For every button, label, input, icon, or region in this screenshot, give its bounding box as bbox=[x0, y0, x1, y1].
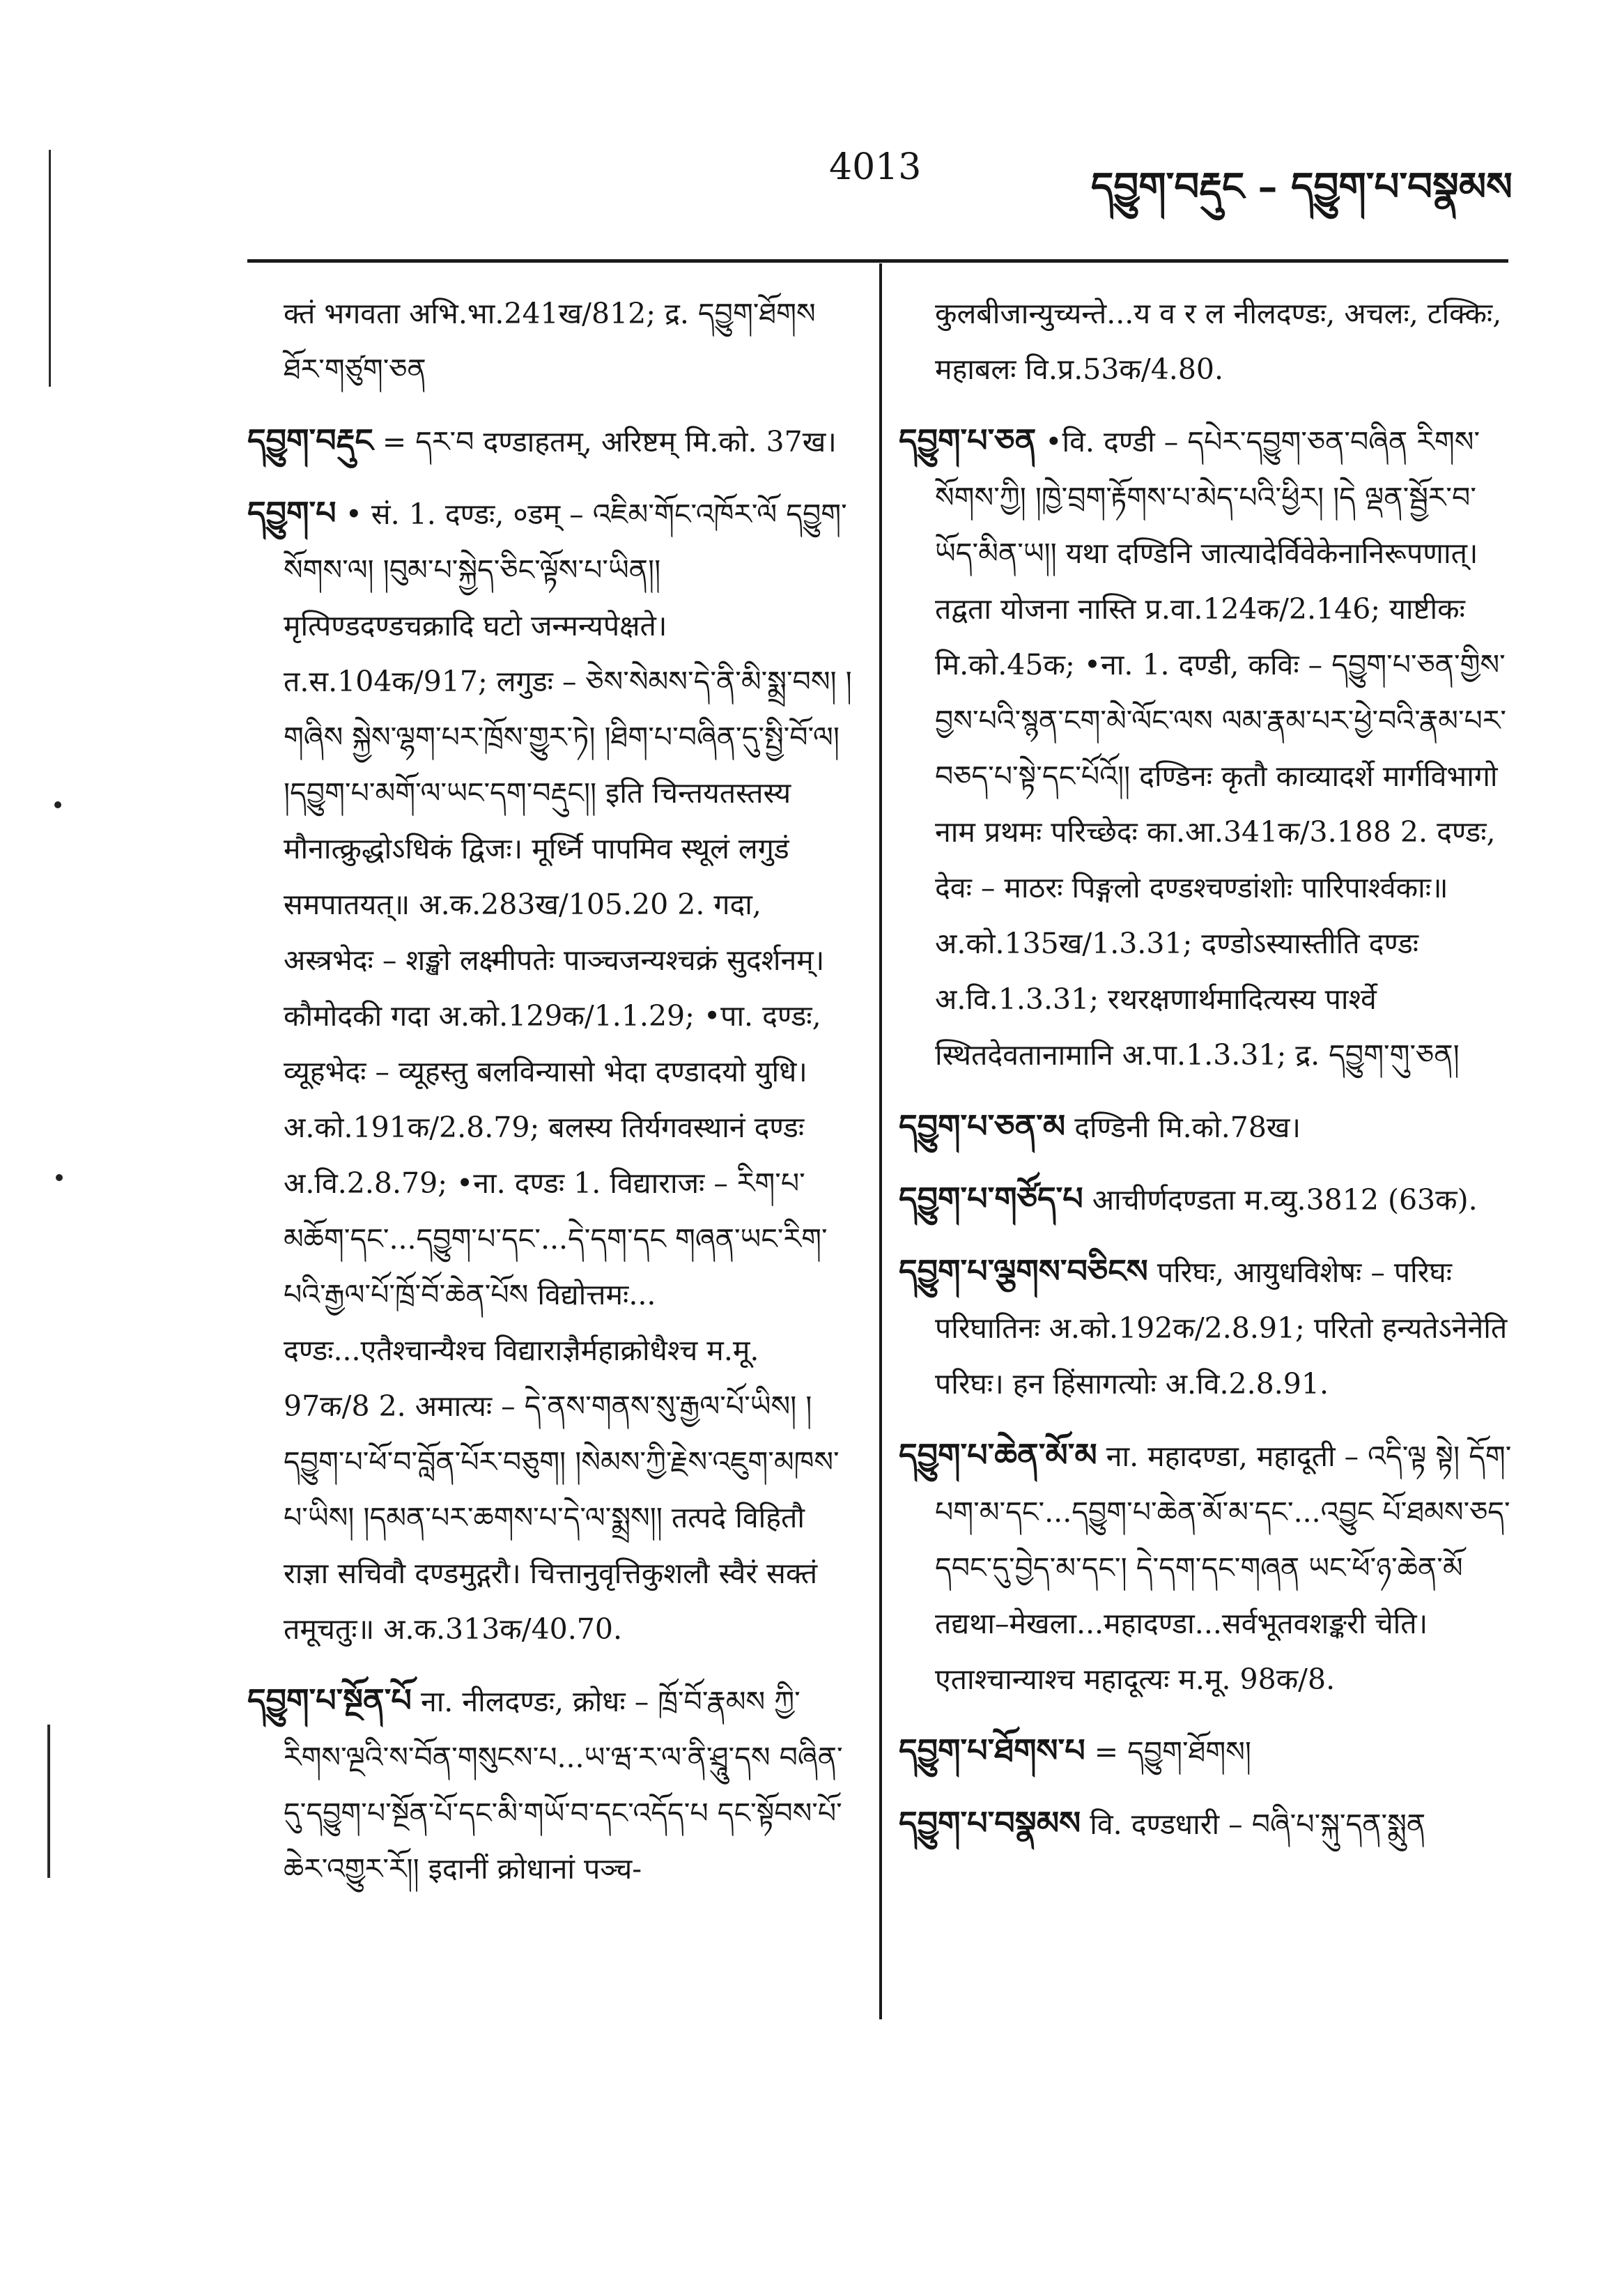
dictionary-entry bbox=[247, 1672, 853, 1897]
scan-speck bbox=[54, 801, 61, 808]
right-column bbox=[899, 286, 1512, 2237]
dictionary-entry bbox=[899, 1171, 1512, 1228]
dictionary-entry bbox=[247, 286, 853, 397]
entry-text: ना. नीलदण्डः, क्रोधः – ཁྲོ་བོ་རྣམས ཀྱི་རིགས་ལྔའི་ས་བོན་གསུངས་པ...ཡ་ཝ་ར་ལ་ནི་ཤྲཱུ་དས བཞིན་དུ་དབྱུག་པ་སྔོན་པོ་དང་མི་གཡོ་བ་དང་འདོད་པ དང་སྟོབས་པོ་ཆེར་འགྱུར་རོ།། इदानीं क्रोधानां पञ्च- bbox=[284, 1685, 843, 1886]
scan-margin-mark bbox=[49, 150, 51, 387]
entry-headword: དབྱུག་པ་ཅན bbox=[899, 422, 1037, 459]
entry-headword: དབྱུག་པ་ཐོགས་པ bbox=[899, 1732, 1085, 1769]
dictionary-entry bbox=[247, 413, 853, 470]
left-column bbox=[247, 286, 853, 2279]
entry-text: आचीर्णदण्डता म.व्यु.3812 (63क). bbox=[1092, 1183, 1478, 1217]
entry-text: = དབྱུག་ཐོགས། bbox=[1094, 1735, 1252, 1768]
dictionary-entry bbox=[899, 1795, 1512, 1852]
entry-text: परिघः, आयुधविशेषः – परिघः परिघातिनः अ.को.192क/2.8.91; परितो हन्यतेऽनेनेति परिघः। हन हिंसागत्योः अ.वि.2.8.91. bbox=[935, 1256, 1508, 1401]
scan-margin-mark bbox=[47, 1725, 50, 1878]
entry-headword: དབྱུག་པ་ལྕགས་བཅིངས bbox=[899, 1252, 1148, 1290]
page-number: 4013 bbox=[829, 146, 922, 188]
scan-speck bbox=[56, 1174, 63, 1181]
entry-text: कुलबीजान्युच्यन्ते...य व र ल नीलदण्डः, अचलः, टक्किः, महाबलः वि.प्र.53क/4.80. bbox=[935, 297, 1502, 386]
entry-headword: དབྱུག་པ་བསྣམས bbox=[899, 1804, 1081, 1842]
dictionary-entry bbox=[899, 1722, 1512, 1780]
dictionary-entry bbox=[899, 1243, 1512, 1412]
header-rule bbox=[247, 259, 1508, 263]
entry-headword: དབྱུག་བརྡུང bbox=[247, 422, 373, 459]
entry-headword: དབྱུག་པ bbox=[247, 494, 337, 532]
dictionary-entry bbox=[899, 286, 1512, 397]
entry-text: •वि. दण्डी – དཔེར་དབྱུག་ཅན་བཞིན རིགས་སོགས་ཀྱི། །ཁྱེ་བྲག་རྟོགས་པ་མེད་པའི་ཕྱིར། །དེ ལྡན་སྦྱོར་བ་ཡོད་མིན་ཡ།། यथा दण्डिनि जात्यादेर्विवेकेनानिरूपणात्। तद्वता योजना नास्ति प्र.वा.124क/2.146; याष्टीकः मि.को.45क; •ना. 1. दण्डी, कविः – དབྱུག་པ་ཅན་གྱིས་བྱས་པའི་སྙན་ངག་མེ་ལོང་ལས ལམ་རྣམ་པར་ཕྱེ་བའི་རྣམ་པར་བཅད་པ་སྟེ་དང་པོའོ།། दण्डिनः कृतौ काव्यादर्शे मार्गविभागो नाम प्रथमः परिच्छेदः का.आ.341क/3.188 2. दण्डः, देवः – माठरः पिङ्गलो दण्डश्चण्डांशोः पारिपार्श्वकाः॥ अ.को.135ख/1.3.31; दण्डोऽस्यास्तीति दण्डः अ.वि.1.3.31; रथरक्षणार्थमादित्यस्य पार्श्वे स्थितदेवतानामानि अ.पा.1.3.31; द्र. དབྱུག་གུ་ཅན། bbox=[935, 425, 1506, 1072]
dictionary-entry bbox=[899, 413, 1512, 1083]
dictionary-entry bbox=[899, 1098, 1512, 1155]
running-head: དབྱུག་བརྡུང – དབྱུག་པ་བསྣམས bbox=[1090, 164, 1513, 210]
entry-text: • सं. 1. दण्डः, ०डम् – འཇིམ་གོང་འཁོར་ལོ དབྱུག་སོགས་ལ། །བུམ་པ་སྐྱེད་ཅིང་ལྟོས་པ་ཡིན།། मृत्पिण्डदण्डचक्रादि घटो जन्मन्यपेक्षते। त.स.104क/917; लगुडः – ཅེས་སེམས་དེ་ནི་མི་སྨྲ་བས། །གཞིས སྐྱེས་ལྷག་པར་ཁྲོས་གྱུར་ཏེ། །ཐིག་པ་བཞིན་དུ་སྤྱི་བོ་ལ། །དབྱུག་པ་མགོ་ལ་ཡང་དག་བརྡུང།། इति चिन्तयतस्तस्य मौनात्क्रुद्धोऽधिकं द्विजः। मूर्ध्नि पापमिव स्थूलं लगुडं समपातयत्॥ अ.क.283ख/105.20 2. गदा, अस्त्रभेदः – शङ्खो लक्ष्मीपतेः पाञ्चजन्यश्चक्रं सुदर्शनम्। कौमोदकी गदा अ.को.129क/1.1.29; •पा. दण्डः, व्यूहभेदः – व्यूहस्तु बलविन्यासो भेदा दण्डादयो युधि। अ.को.191क/2.8.79; बलस्य तिर्यगवस्थानं दण्डः अ.वि.2.8.79; •ना. दण्डः 1. विद्याराजः – རིག་པ་མཆོག་དང་...དབྱུག་པ་དང་...དེ་དག་དང གཞན་ཡང་རིག་པའི་རྒྱལ་པོ་ཁྲོ་བོ་ཆེན་པོས विद्योत्तमः... दण्डः...एतैश्चान्यैश्च विद्याराज्ञैर्महाक्रोधैश्च म.मू. 97क/8 2. अमात्यः – དེ་ནས་གནས་སུ་རྒྱལ་པོ་ཡིས། །དབྱུག་པ་ཕོ་བ་བློན་པོར་བཅུག། །སེམས་ཀྱི་རྗེས་འཇུག་མཁས་པ་ཡིས། །དམན་པར་ཆགས་པ་དེ་ལ་སྨྲས།། तत्पदे विहितौ राज्ञा सचिवौ दण्डमुद्गरौ। चित्तानुवृत्तिकुशलौ स्वैरं सक्तं तमूचतुः॥ अ.क.313क/40.70. bbox=[284, 498, 852, 1646]
entry-text: वि. दण्डधारी – བཞི་པ་སྐུ་དན་སྨུན bbox=[1090, 1808, 1426, 1841]
dictionary-entry bbox=[899, 1427, 1512, 1707]
entry-text: = དར་བ दण्डाहतम्, अरिष्टम् मि.को. 37ख। bbox=[382, 425, 837, 458]
entry-text: क्तं भगवता अभि.भा.241ख/812; द्र. དབྱུག་ཐོགས ཐོར་གཙུག་ཅན bbox=[284, 297, 816, 386]
entry-headword: དབྱུག་པ་ཆེན་མོ་མ bbox=[899, 1436, 1097, 1474]
entry-text: दण्डिनी मि.को.78ख। bbox=[1074, 1111, 1301, 1144]
entry-headword: དབྱུག་པ་གཙོད་པ bbox=[899, 1180, 1083, 1217]
dictionary-entry bbox=[247, 485, 853, 1657]
column-divider bbox=[879, 263, 882, 2019]
entry-headword: དབྱུག་པ་སྔོན་པོ bbox=[247, 1681, 412, 1719]
entry-text: ना. महादण्डा, महादूती – འདི་ལྟ སྟེ། དོག་པག་མ་དང་...དབྱུག་པ་ཆེན་མོ་མ་དང་...འབྱུང པོ་ཐམས་ཅད་དབང་དུ་བྱེད་མ་དང་། དེ་དག་དང་གཞན ཡང་ཕོ་ཉ་ཆེན་མོ तद्यथा–मेखला...महादण्डा...सर्वभूतवशङ्करी चेति। एताश्चान्याश्च महादूत्यः म.मू. 98क/8. bbox=[935, 1440, 1512, 1696]
entry-headword: དབྱུག་པ་ཅན་མ bbox=[899, 1107, 1066, 1145]
